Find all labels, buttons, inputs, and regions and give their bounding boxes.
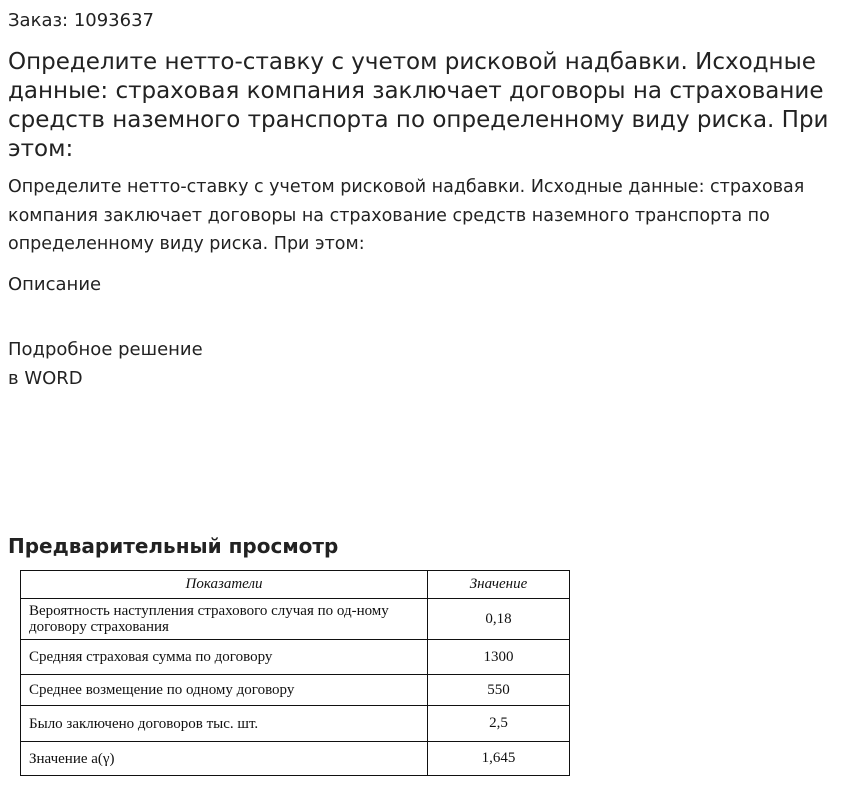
row-name: Вероятность наступления страхового случая по од-ному договору страхования <box>21 599 428 640</box>
row-name: Средняя страховая сумма по договору <box>21 640 428 675</box>
row-value: 1300 <box>428 640 570 675</box>
table-row <box>21 640 570 675</box>
solution-line-1: Подробное решение <box>8 339 203 360</box>
row-value: 1,645 <box>428 742 570 776</box>
table-row <box>21 742 570 776</box>
preview-title: Предварительный просмотр <box>8 534 339 558</box>
solution-note <box>8 335 203 393</box>
header-value: Значение <box>428 571 570 599</box>
task-heading: Определите нетто-ставку с учетом рисковой надбавки. Исходные данные: страховая компания заключает договоры на страхование средств наземного транспорта по определенному виду риска. При этом: <box>8 49 829 162</box>
row-name: Среднее возмещение по одному договору <box>21 675 428 706</box>
table-row <box>21 599 570 640</box>
order-number: Заказ: 1093637 <box>8 10 154 31</box>
solution-line-2: в WORD <box>8 368 83 389</box>
row-name: Было заключено договоров тыс. шт. <box>21 706 428 742</box>
header-indicator: Показатели <box>21 571 428 599</box>
row-value: 0,18 <box>428 599 570 640</box>
preview-table <box>20 570 570 776</box>
row-name: Значение a(γ) <box>21 742 428 776</box>
description-label: Описание <box>8 274 102 295</box>
row-value: 550 <box>428 675 570 706</box>
row-value: 2,5 <box>428 706 570 742</box>
task-description: Определите нетто-ставку с учетом рисковой надбавки. Исходные данные: страховая компания заключает договоры на страхование средств наземного транспорта по определенному виду риска. При этом: <box>8 177 805 254</box>
table-row <box>21 706 570 742</box>
table-header-row <box>21 571 570 599</box>
table-row <box>21 675 570 706</box>
